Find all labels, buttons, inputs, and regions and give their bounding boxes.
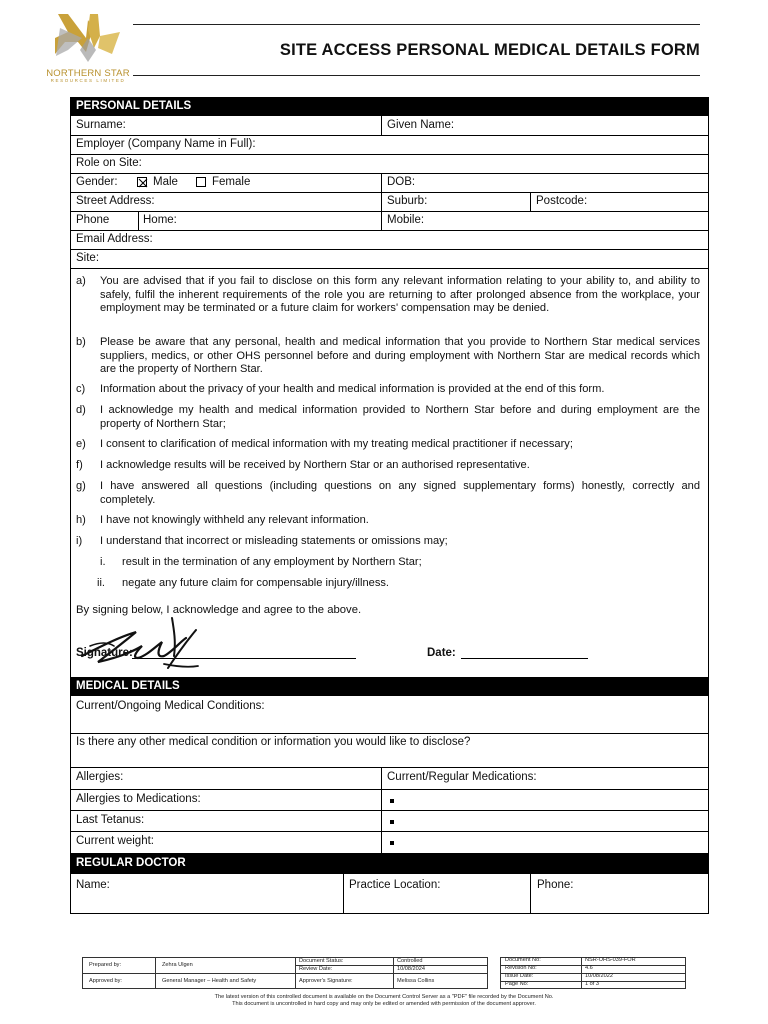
suburb-field[interactable]: Suburb: (387, 195, 428, 207)
footer-note: This document is uncontrolled in hard copy and may only be edited or amended with permission of the document approver. (232, 1001, 536, 1007)
prepared-by-label: Prepared by: (89, 962, 122, 968)
footer-note: The latest version of this controlled document is available on the Document Control Server as a "PDF" file recorded by the Document No. (214, 994, 554, 1000)
issue-date-label: Issue Date: (505, 973, 534, 979)
approved-by-label: Approved by: (89, 978, 122, 984)
sub-item-marker: i. (100, 556, 106, 568)
review-date-label: Review Date: (299, 966, 333, 972)
sub-item-text: result in the termination of any employment by Northern Star; (122, 556, 422, 568)
male-checkbox[interactable] (137, 177, 147, 187)
male-label: Male (153, 176, 178, 188)
approver-signature-label: Approver's Signature: (299, 978, 353, 984)
footer-rule (393, 957, 394, 989)
declaration-item (76, 275, 700, 316)
declaration-text: Please be aware that any personal, health and medical information that you provide to Northern Star medical services suppliers, medics, or other OHS personnel before and during employment with Northern Star are medical records which are the property of Northern Star. (100, 336, 700, 376)
check-cross-icon (138, 178, 148, 188)
declaration-marker: f) (76, 459, 83, 471)
medication-bullet (390, 841, 394, 845)
medications-field[interactable]: Current/Regular Medications: (387, 771, 537, 783)
row-divider (70, 810, 709, 811)
declaration-item (76, 383, 700, 397)
row-divider (70, 249, 709, 250)
site-field[interactable]: Site: (76, 252, 100, 264)
row-divider (70, 154, 709, 155)
practice-location-field[interactable]: Practice Location: (349, 879, 441, 891)
row-divider (70, 135, 709, 136)
doctor-phone-field[interactable]: Phone: (537, 879, 574, 891)
home-phone-field[interactable]: Home: (143, 214, 177, 226)
declaration-item (76, 535, 700, 549)
declaration-text: You are advised that if you fail to disclose on this form any relevant information relating to your ability to, and ability to safely, fulfil the inherent requirements of the role you are returning to after prolonged absence from the workplace, your employment may be terminated or a future claim for workers' compensation may be denied. (100, 275, 700, 315)
phone-label: Phone (76, 214, 110, 226)
approver-signature-value: Melissa Collins (397, 978, 435, 984)
dob-field[interactable]: DOB: (387, 176, 416, 188)
female-checkbox[interactable] (196, 177, 206, 187)
col-divider (343, 874, 344, 914)
row-divider (70, 192, 709, 193)
declaration-text: I have answered all questions (including questions on any signed supplementary forms) honestly, correctly and completely. (100, 480, 700, 506)
declaration-item (76, 438, 700, 452)
footer-rule (155, 957, 156, 989)
medication-bullet (390, 799, 394, 803)
document-no-value: NSR-OHS-039-FOR (585, 957, 636, 963)
revision-no-value: 4.6 (585, 965, 593, 971)
revision-no-label: Revision No: (505, 965, 537, 971)
acknowledge-statement: By signing below, I acknowledge and agree to the above. (76, 604, 362, 616)
issue-date-value: 10/08/2022 (585, 973, 613, 979)
page-no-value: 1 of 3 (585, 981, 599, 987)
declaration-text: I acknowledge my health and medical information provided to Northern Star before and during employment are the property of Northern Star; (100, 404, 700, 430)
document-no-label: Document No: (505, 957, 541, 963)
row-divider (70, 733, 709, 734)
form-title: SITE ACCESS PERSONAL MEDICAL DETAILS FORM (279, 41, 700, 59)
given-name-field[interactable]: Given Name: (387, 119, 455, 131)
surname-field[interactable]: Surname: (76, 119, 126, 131)
page-no-label: Page No: (505, 981, 529, 987)
document-status-value: Controlled (397, 958, 423, 964)
row-divider (70, 767, 709, 768)
declaration-marker: b) (76, 336, 86, 348)
doctor-name-field[interactable]: Name: (76, 879, 110, 891)
declaration-marker: g) (76, 480, 86, 492)
row-divider (70, 230, 709, 231)
gender-label: Gender: (76, 176, 118, 188)
medication-bullet (390, 820, 394, 824)
postcode-field[interactable]: Postcode: (536, 195, 588, 207)
logo-subtitle: RESOURCES LIMITED (50, 78, 126, 83)
role-field[interactable]: Role on Site: (76, 157, 142, 169)
declaration-text: I understand that incorrect or misleading statements or omissions may; (100, 535, 448, 547)
declaration-marker: c) (76, 383, 86, 395)
col-divider (530, 874, 531, 914)
declaration-text: I have not knowingly withheld any relevant information. (100, 514, 369, 526)
current-weight-field[interactable]: Current weight: (76, 835, 154, 847)
row-divider (70, 268, 709, 269)
logo-name: NORTHERN STAR (46, 68, 130, 79)
row-divider (70, 211, 709, 212)
allergies-field[interactable]: Allergies: (76, 771, 124, 783)
row-divider (70, 789, 709, 790)
document-status-label: Document Status: (299, 958, 344, 964)
declaration-marker: a) (76, 275, 86, 287)
col-divider (530, 192, 531, 211)
declaration-marker: e) (76, 438, 86, 450)
medical-details-heading: MEDICAL DETAILS (70, 677, 709, 696)
declaration-item (76, 404, 700, 431)
personal-details-heading: PERSONAL DETAILS (70, 97, 709, 116)
footer-rule (295, 957, 296, 989)
declaration-item (76, 459, 700, 473)
other-condition-field[interactable]: Is there any other medical condition or information you would like to disclose? (76, 736, 471, 748)
declaration-item (76, 480, 700, 507)
declaration-item (76, 514, 700, 528)
handwritten-signature-icon (76, 612, 206, 672)
sub-item-text: negate any future claim for compensable injury/illness. (122, 577, 390, 589)
header-rule-bottom (133, 75, 700, 76)
declaration-text: Information about the privacy of your health and medical information is provided at the end of this form. (100, 383, 605, 395)
col-divider (381, 173, 382, 230)
declaration-marker: i) (76, 535, 83, 547)
row-divider (70, 831, 709, 832)
declaration-item (76, 336, 700, 377)
signature-label: Signature: (76, 647, 133, 659)
declaration-text: I consent to clarification of medical information with my treating medical practitioner if necessary; (100, 438, 573, 450)
col-divider (381, 767, 382, 853)
female-label: Female (212, 176, 251, 188)
footer-rule (82, 973, 488, 974)
approved-by-value: General Manager – Health and Safety (162, 978, 257, 984)
street-address-field[interactable]: Street Address: (76, 195, 155, 207)
email-field[interactable]: Email Address: (76, 233, 153, 245)
header-rule-top (133, 24, 700, 25)
declaration-marker: d) (76, 404, 86, 416)
prepared-by-value: Zehra Ulgen (162, 962, 193, 968)
row-divider (70, 173, 709, 174)
col-divider (381, 116, 382, 135)
employer-field[interactable]: Employer (Company Name in Full): (76, 138, 256, 150)
mobile-field[interactable]: Mobile: (387, 214, 425, 226)
date-label: Date: (427, 647, 456, 659)
last-tetanus-field[interactable]: Last Tetanus: (76, 814, 145, 826)
declaration-text: I acknowledge results will be received by Northern Star or an authorised representative. (100, 459, 530, 471)
review-date-value: 10/08/2024 (397, 966, 425, 972)
declaration-marker: h) (76, 514, 86, 526)
col-divider (138, 211, 139, 230)
sub-item-marker: ii. (97, 577, 106, 589)
date-line[interactable] (461, 658, 588, 659)
regular-doctor-heading: REGULAR DOCTOR (70, 853, 709, 874)
medical-conditions-field[interactable]: Current/Ongoing Medical Conditions: (76, 700, 265, 712)
allergies-to-medications-field[interactable]: Allergies to Medications: (76, 793, 201, 805)
